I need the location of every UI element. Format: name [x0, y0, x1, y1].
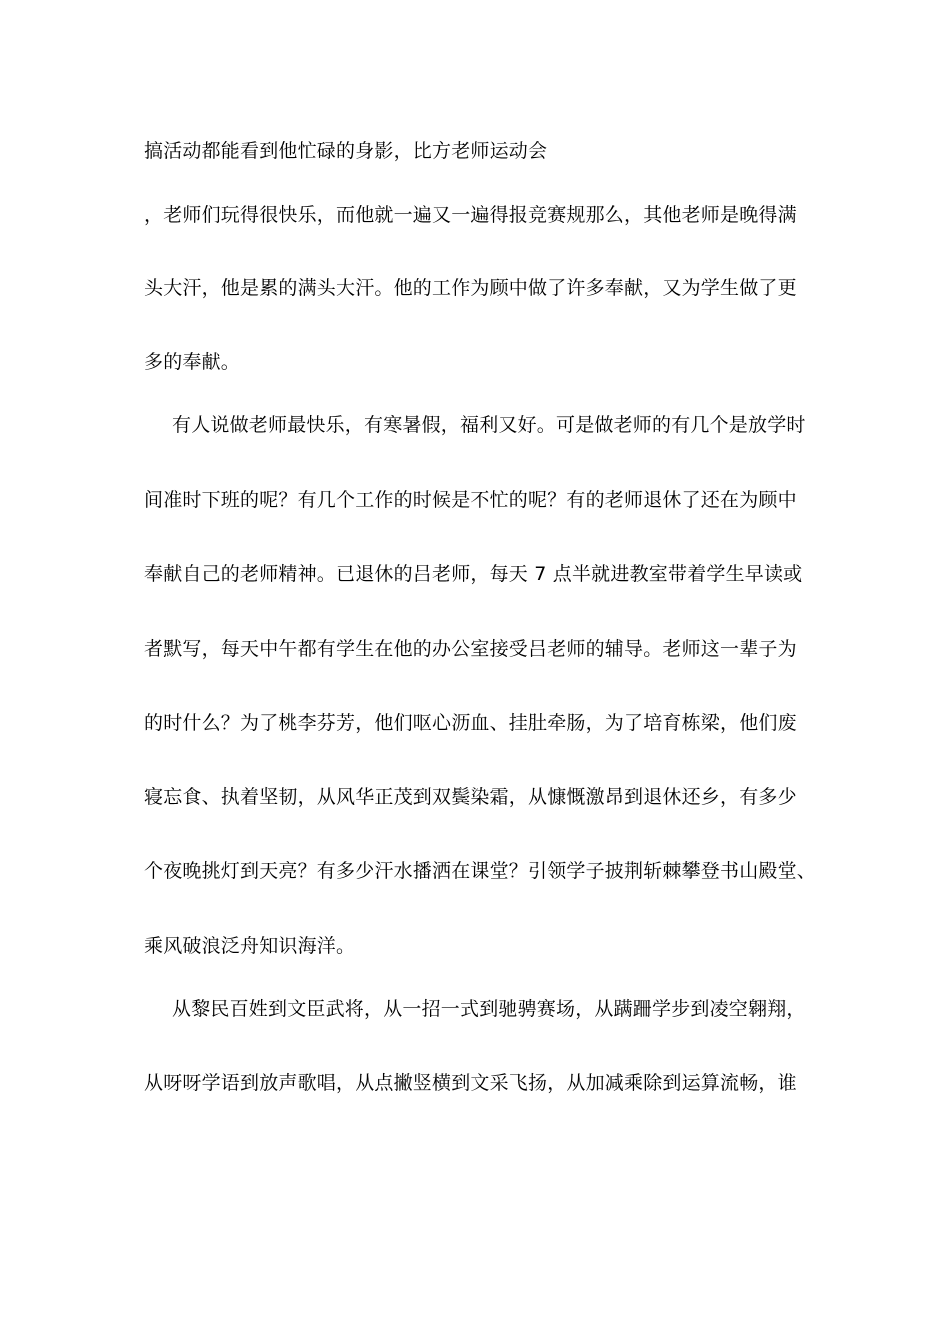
text-line: 者默写，每天中午都有学生在他的办公室接受吕老师的辅导。老师这一辈子为	[144, 638, 797, 660]
paragraph-start-line: 有人说做老师最快乐，有寒暑假，福利又好。可是做老师的有几个是放学时	[172, 414, 806, 436]
text-line: 奉献自己的老师精神。已退休的吕老师，每天 7 点半就进教室带着学生早读或	[144, 563, 803, 585]
text-line: 头大汗，他是累的满头大汗。他的工作为顾中做了许多奉献，又为学生做了更	[144, 277, 797, 299]
text-line: 乘风破浪泛舟知识海洋。	[144, 935, 356, 957]
text-line: 从呀呀学语到放声歌唱，从点撇竖横到文采飞扬，从加减乘除到运算流畅，谁	[144, 1072, 797, 1094]
text-line: 多的奉献。	[144, 351, 241, 373]
text-line: 的时什么？为了桃李芬芳，他们呕心沥血、挂肚牵肠，为了培育栋梁，他们废	[144, 712, 797, 734]
text-line: 搞活动都能看到他忙碌的身影，比方老师运动会	[144, 140, 548, 162]
text-line: 个夜晚挑灯到天亮？有多少汗水播洒在课堂？引领学子披荆斩棘攀登书山殿堂、	[144, 860, 817, 882]
text-line: ，老师们玩得很快乐，而他就一遍又一遍得报竞赛规那么，其他老师是晚得满	[144, 204, 797, 226]
text-line: 寝忘食、执着坚韧，从风华正茂到双鬓染霜，从慷慨激昂到退休还乡，有多少	[144, 786, 797, 808]
paragraph-start-line: 从黎民百姓到文臣武将，从一招一式到驰骋赛场，从蹒跚学步到凌空翱翔，	[172, 998, 806, 1020]
text-line: 间准时下班的呢？有几个工作的时候是不忙的呢？有的老师退休了还在为顾中	[144, 489, 797, 511]
